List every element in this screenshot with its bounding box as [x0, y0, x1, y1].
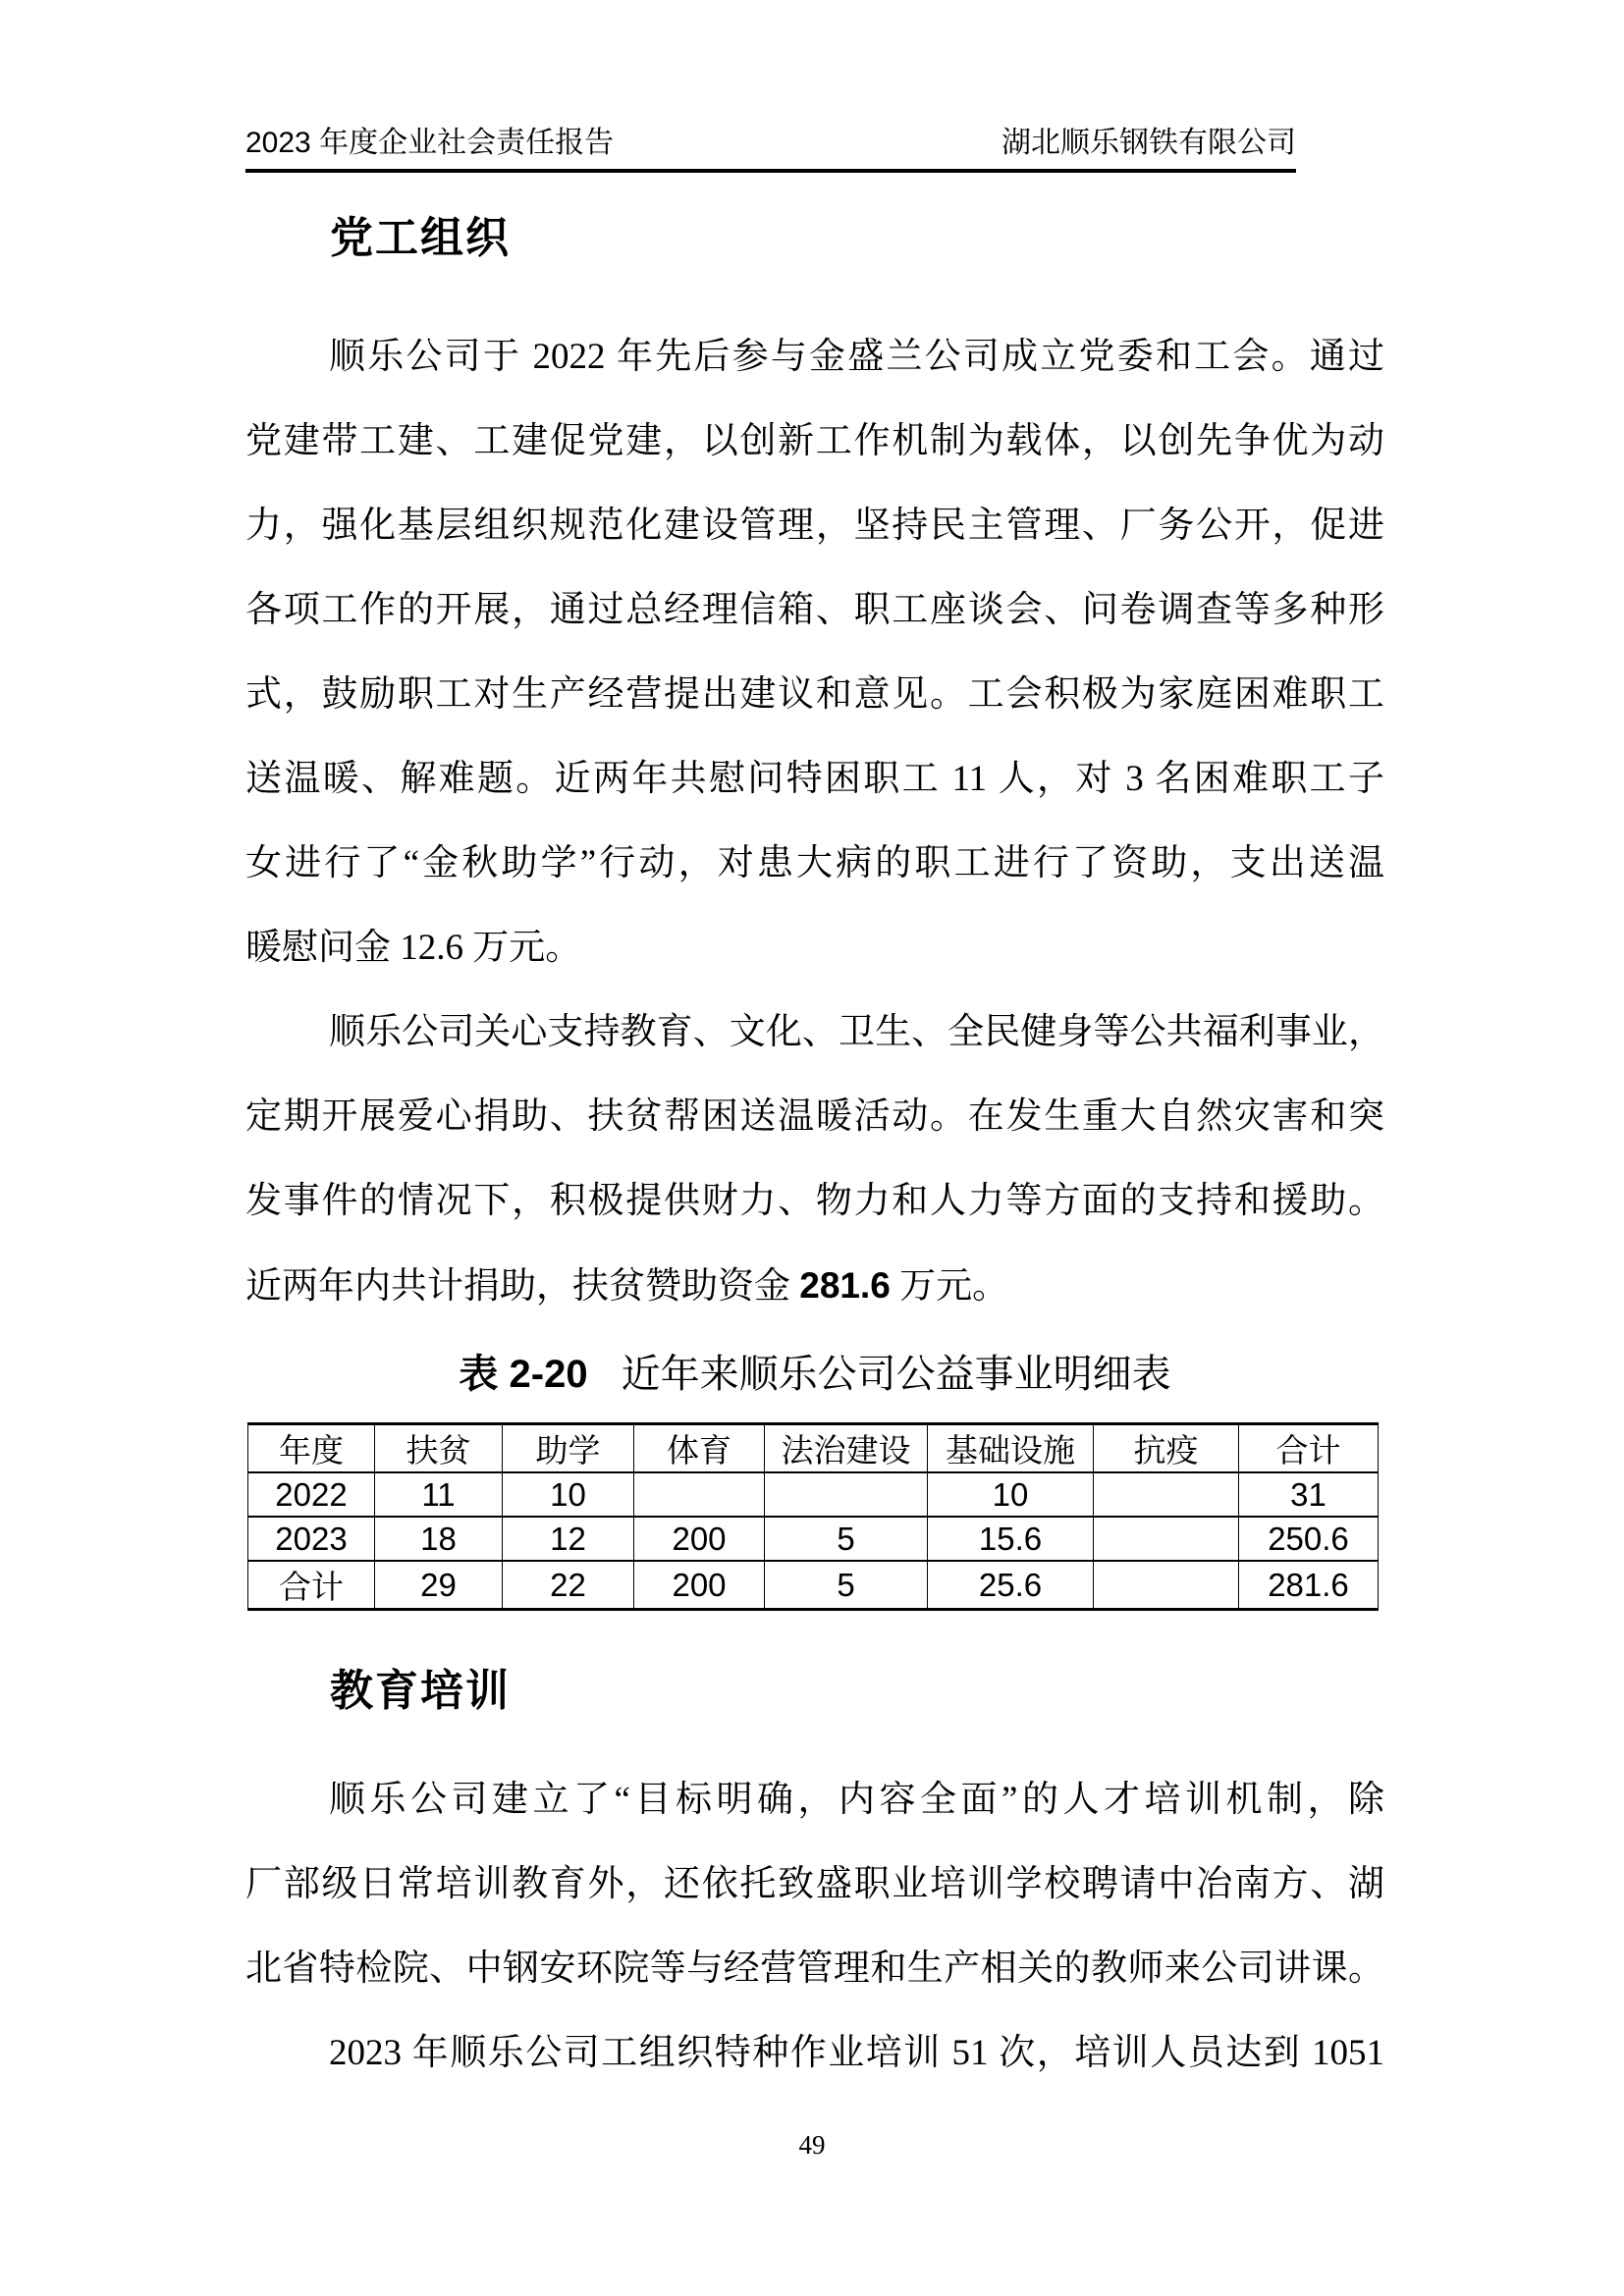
table-row [248, 1517, 1379, 1561]
table-cell: 281.6 [1239, 1561, 1379, 1610]
table-cell: 29 [375, 1561, 503, 1610]
header-company-name: 湖北顺乐钢铁有限公司 [1001, 127, 1296, 159]
paragraph-line: 顺乐公司于 2022 年先后参与金盛兰公司成立党委和工会。通过 [329, 337, 1384, 377]
table-title-text: 近年来顺乐公司公益事业明细表 [621, 1352, 1171, 1396]
table-cell: 250.6 [1239, 1517, 1379, 1561]
table-cell: 18 [375, 1517, 503, 1561]
column-header-education-aid: 助学 [503, 1424, 634, 1473]
table-cell: 25.6 [928, 1561, 1094, 1610]
paragraph-line: 各项工作的开展，通过总经理信箱、职工座谈会、问卷调查等多种形 [245, 590, 1384, 630]
paragraph-line: 发事件的情况下，积极提供财力、物力和人力等方面的支持和援助。 [245, 1181, 1384, 1221]
table-cell: 11 [375, 1472, 503, 1517]
table-cell: 31 [1239, 1472, 1379, 1517]
paragraph-line: 顺乐公司关心支持教育、文化、卫生、全民健身等公共福利事业， [329, 1012, 1384, 1052]
table-cell: 200 [634, 1561, 765, 1610]
paragraph-line: 厂部级日常培训教育外，还依托致盛职业培训学校聘请中冶南方、湖 [245, 1864, 1384, 1904]
section-heading-education-training: 教育培训 [330, 1667, 511, 1715]
table-cell: 合计 [248, 1561, 375, 1610]
paragraph-training-mechanism [245, 1758, 1384, 2011]
paragraph-party-union [245, 315, 1384, 990]
table-caption [245, 1351, 1384, 1398]
table-cell: 200 [634, 1517, 765, 1561]
text-segment: 近两年内共计捐助，扶贫赞助资金 [245, 1266, 800, 1307]
page-number: 49 [798, 2130, 826, 2160]
table-cell: 10 [928, 1472, 1094, 1517]
paragraph-line: 党建带工建、工建促党建，以创新工作机制为载体，以创先争优为动 [245, 421, 1384, 461]
paragraph-line: 送温暖、解难题。近两年共慰问特困职工 11 人，对 3 名困难职工子 [245, 759, 1384, 799]
table-cell: 10 [503, 1472, 634, 1517]
paragraph-line: 力，强化基层组织规范化建设管理，坚持民主管理、厂务公开，促进 [245, 506, 1384, 546]
table-cell: 2022 [248, 1472, 375, 1517]
section-heading-party-organization: 党工组织 [330, 214, 511, 262]
paragraph-line: 暖慰问金 12.6 万元。 [245, 928, 582, 968]
paragraph-line: 顺乐公司建立了“目标明确，内容全面”的人才培训机制，除 [329, 1780, 1384, 1820]
table-cell: 5 [765, 1517, 928, 1561]
table-header-row [248, 1424, 1379, 1473]
table-cell [1094, 1517, 1239, 1561]
table-cell: 2023 [248, 1517, 375, 1561]
public-welfare-table [247, 1422, 1379, 1611]
paragraph-line: 2023 年顺乐公司工组织特种作业培训 51 次，培训人员达到 1051 [329, 2033, 1384, 2073]
table-row [248, 1472, 1379, 1517]
paragraph-public-welfare [245, 990, 1384, 1328]
column-header-year: 年度 [248, 1424, 375, 1473]
paragraph-line: 定期开展爱心捐助、扶贫帮困送温暖活动。在发生重大自然灾害和突 [245, 1096, 1384, 1137]
column-header-total: 合计 [1239, 1424, 1379, 1473]
paragraph-line: 女进行了“金秋助学”行动，对患大病的职工进行了资助，支出送温 [245, 843, 1384, 883]
text-segment: 万元。 [890, 1266, 1009, 1307]
column-header-anti-epidemic: 抗疫 [1094, 1424, 1239, 1473]
table-number-label: 表 2-20 [459, 1353, 588, 1396]
paragraph-special-training [245, 2011, 1384, 2096]
column-header-infrastructure: 基础设施 [928, 1424, 1094, 1473]
paragraph-line [245, 1244, 1384, 1328]
donation-amount-value: 281.6 [799, 1265, 891, 1306]
table-cell [1094, 1472, 1239, 1517]
table-cell [634, 1472, 765, 1517]
table-total-row [248, 1561, 1379, 1610]
table-cell: 12 [503, 1517, 634, 1561]
paragraph-line: 式，鼓励职工对生产经营提出建议和意见。工会积极为家庭困难职工 [245, 674, 1384, 715]
page-header [245, 118, 1296, 173]
table-cell: 22 [503, 1561, 634, 1610]
table-cell: 5 [765, 1561, 928, 1610]
paragraph-line: 北省特检院、中钢安环院等与经营管理和生产相关的教师来公司讲课。 [245, 1949, 1384, 1989]
table-cell [1094, 1561, 1239, 1610]
column-header-rule-of-law: 法治建设 [765, 1424, 928, 1473]
table-cell: 15.6 [928, 1517, 1094, 1561]
column-header-poverty-relief: 扶贫 [375, 1424, 503, 1473]
header-report-title: 2023 年度企业社会责任报告 [245, 127, 615, 159]
table-cell [765, 1472, 928, 1517]
column-header-sports: 体育 [634, 1424, 765, 1473]
